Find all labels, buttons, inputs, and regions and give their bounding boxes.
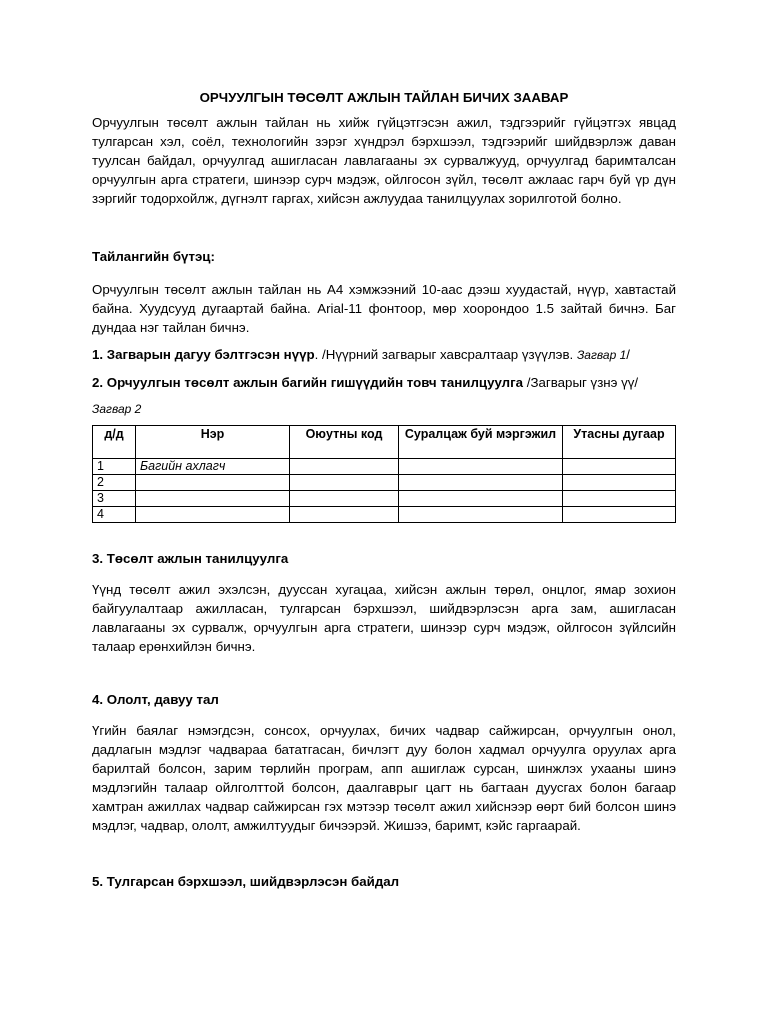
section-5-heading: 5. Тулгарсан бэрхшээл, шийдвэрлэсэн байдал — [92, 874, 400, 889]
cell-student-code — [290, 475, 399, 491]
cell-name — [136, 491, 290, 507]
cell-phone — [563, 459, 676, 475]
structure-heading: Тайлангийн бүтэц: — [92, 249, 215, 264]
document-title: ОРЧУУЛГЫН ТӨСӨЛТ АЖЛЫН ТАЙЛАН БИЧИХ ЗААВАР — [199, 90, 569, 105]
item-2-text: /Загварыг үзнэ үү/ — [523, 375, 639, 390]
cell-major — [399, 507, 563, 523]
cell-number: 2 — [93, 475, 136, 491]
cell-number: 4 — [93, 507, 136, 523]
item-1-text: . /Нүүрний загварыг хавсралтаар үзүүлэв. — [314, 347, 574, 362]
cell-name: Багийн ахлагч — [136, 459, 290, 475]
table-row — [93, 507, 676, 523]
table-header-row — [93, 426, 676, 459]
cell-major — [399, 459, 563, 475]
section-4-heading: 4. Ололт, давуу тал — [92, 692, 219, 707]
template-2-label: Загвар 2 — [92, 402, 142, 416]
header-number: д/д — [93, 426, 136, 459]
header-major: Суралцаж буй мэргэжил — [399, 426, 563, 459]
cell-number: 1 — [93, 459, 136, 475]
cell-major — [399, 491, 563, 507]
cell-phone — [563, 491, 676, 507]
header-phone: Утасны дугаар — [563, 426, 676, 459]
item-2-team-members — [92, 373, 676, 392]
item-2-title: 2. Орчуулгын төсөлт ажлын багийн гишүүдийн товч танилцуулга — [92, 375, 524, 390]
table-row — [93, 491, 676, 507]
section-4-paragraph: Үгийн баялаг нэмэгдсэн, сонсох, орчуулах, бичих чадвар сайжирсан, орчуулгын онол, дадлагын мэдлэг чадвараа бататгасан, бичлэгт дуу болон хадмал орчуулга оруулах арга барилтай болсон, зарим төрлийн програм, апп ашиглаж сурсан, шинжлэх ухааны шинэ мэдлэгийн талаар ойлголттой болсон, даалгаврыг цагт нь багтаан дуусгах болон багаар хамтран ажиллах чадвар сайжирсан гэх мэтээр төсөлт ажил хийснээр өөрт бий болсон шинэ мэдлэг, чадвар, ололт, амжилтуудыг бичээрэй. Жишээ, баримт, кэйс гаргаарай. — [92, 723, 676, 833]
cell-student-code — [290, 507, 399, 523]
cell-student-code — [290, 491, 399, 507]
section-3-heading: 3. Төсөлт ажлын танилцуулга — [92, 551, 289, 566]
item-1-cover-page — [92, 345, 676, 365]
cell-name — [136, 507, 290, 523]
cell-phone — [563, 475, 676, 491]
table-row — [93, 459, 676, 475]
cell-student-code — [290, 459, 399, 475]
cell-phone — [563, 507, 676, 523]
item-1-end: / — [626, 347, 630, 362]
header-name: Нэр — [136, 426, 290, 459]
item-1-template-ref: Загвар 1 — [576, 348, 627, 362]
header-student-code: Оюутны код — [290, 426, 399, 459]
cell-number: 3 — [93, 491, 136, 507]
section-3-paragraph: Үүнд төсөлт ажил эхэлсэн, дууссан хугацаа, хийсэн ажлын төрөл, онцлог, ямар зохион байгуулалтаар ажилласан, тулгарсан бэрхшээл, шийдвэрлэсэн арга зам, ашигласан лавлагааны эх сурвалж, орчуулгын арга стратеги, шинээр сурч мэдэж, ойлгосон зүйлсийн талаар ерөнхийлэн бичнэ. — [92, 582, 676, 654]
team-members-table — [92, 425, 676, 523]
table-row — [93, 475, 676, 491]
cell-name — [136, 475, 290, 491]
item-1-title: 1. Загварын дагуу бэлтгэсэн нүүр — [92, 347, 315, 362]
cell-major — [399, 475, 563, 491]
intro-paragraph: Орчуулгын төсөлт ажлын тайлан нь хийж гүйцэтгэсэн ажил, тэдгээрийг гүйцэтгэх явцад тулгарсан хэл, соёл, технологийн зэрэг хүндрэл бэрхшээл, тэдгээрийг шийдвэрлэж даван туулсан байдал, орчуулгад ашигласан лавлагааны эх сурвалжууд, орчуулгад баримталсан орчуулгын арга стратеги, шинээр сурч мэдэж, ойлгосон зүйл, төсөлт ажлаас гарч буй үр дүн зэргийг тодорхойлж, дүгнэлт гаргах, хийсэн ажлуудаа танилцуулах зорилготой болно. — [92, 115, 676, 206]
document-page — [92, 80, 676, 903]
structure-paragraph: Орчуулгын төсөлт ажлын тайлан нь A4 хэмжээний 10-аас дээш хуудастай, нүүр, хавтастай байна. Хуудсууд дугаартай байна. Arial-11 фонтоор, мөр хоорондоо 1.5 зайтай бичнэ. Баг дундаа нэг тайлан бичнэ. — [92, 282, 676, 335]
